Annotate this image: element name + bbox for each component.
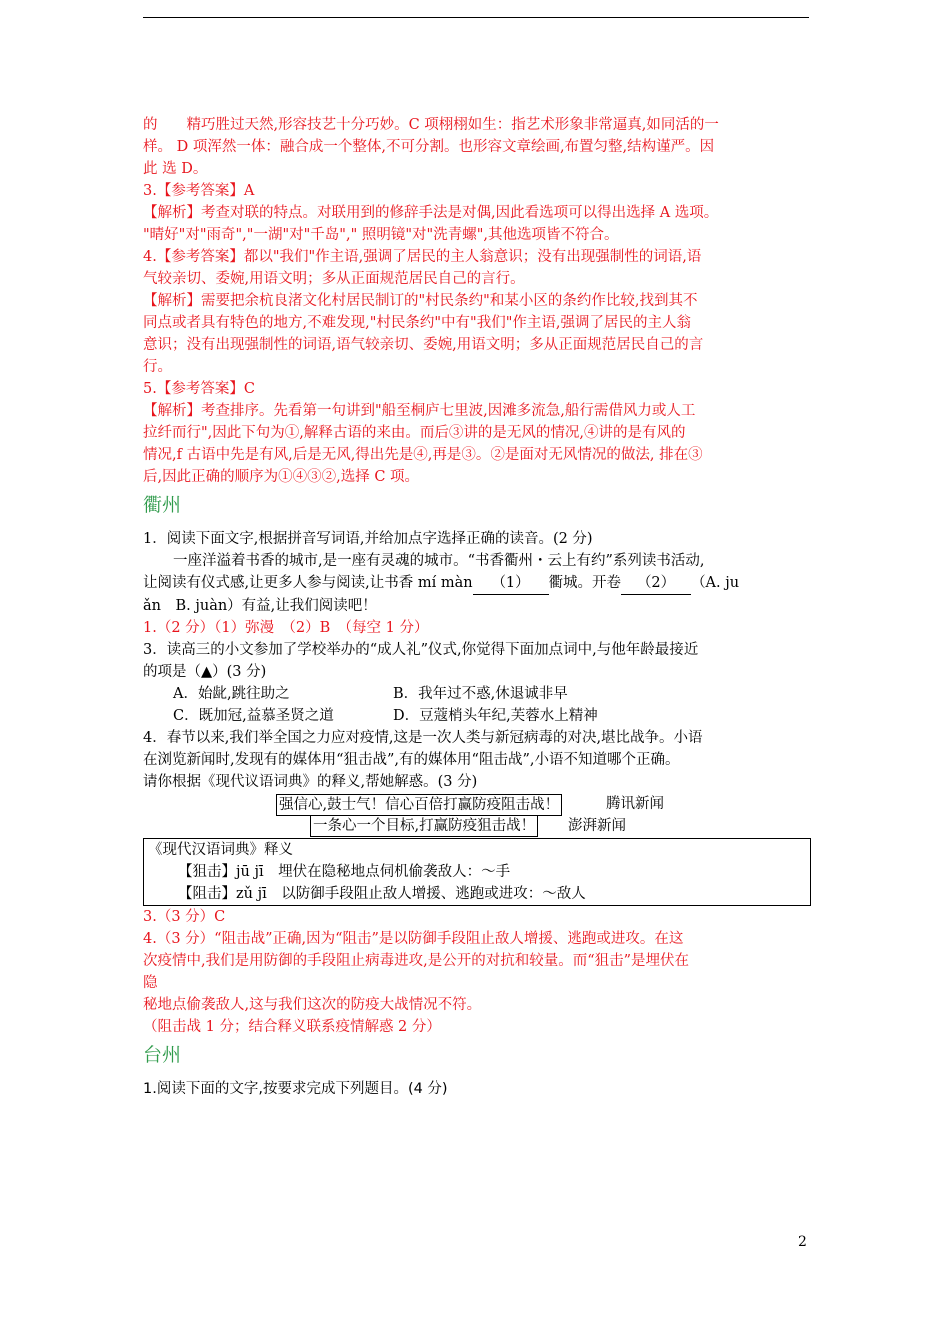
q1-passage-part: 让阅读有仪式感,让更多人参与阅读,让书香 mí màn — [143, 575, 473, 591]
q4-scoring: （阻击战 1 分；结合释义联系疫情解惑 2 分） — [143, 1019, 441, 1035]
q1-passage — [143, 572, 809, 595]
q4-analysis: 行。 — [143, 359, 172, 375]
q4-answer: 4.【参考答案】都以"我们"作主语,强调了居民的主人翁意识；没有出现强制性的词语,语 — [143, 249, 702, 265]
q1-passage: ǎn B. juàn）有益,让我们阅读吧！ — [143, 598, 377, 614]
answer-text: 的 精巧胜过天然,形容技艺十分巧妙。C 项栩栩如生：指艺术形象非常逼真,如同活的一 — [143, 117, 719, 133]
header-rule — [143, 17, 809, 18]
option-d: D．豆蔻梢头年纪,芙蓉水上精神 — [393, 708, 598, 724]
q5-answer: 5.【参考答案】C — [143, 381, 255, 397]
q4-stem: 请你根据《现代议语词典》的释义,帮她解惑。(3 分) — [143, 774, 478, 790]
q4-stem: 4．春节以来,我们举全国之力应对疫情,这是一次人类与新冠病毒的对决,堪比战争。小语 — [143, 730, 703, 746]
option-b: B．我年过不惑,休退诚非早 — [393, 686, 568, 702]
page-number: 2 — [798, 1234, 807, 1250]
blank-2: （2） — [621, 572, 691, 595]
dictionary-entry: 【阻击】zǔ jī 以防御手段阻止敌人增援、逃跑或进攻：～敌人 — [178, 886, 586, 902]
q4-stem: 在浏览新闻时,发现有的媒体用“狙击战”,有的媒体用“阻击战”,小语不知道哪个正确。 — [143, 752, 680, 768]
q1-passage: 一座洋溢着书香的城市,是一座有灵魂的城市。“书香衢州・云上有约”系列读书活动, — [173, 553, 705, 569]
dictionary-entry: 【狙击】jū jī 埋伏在隐秘地点伺机偷袭敌人：～手 — [178, 864, 511, 880]
q1-answer: 1.（2 分）（1）弥漫 （2）B （每空 1 分） — [143, 620, 429, 636]
q3-analysis: "晴好"对"雨奇","一湖"对"千岛"," 照明镜"对"洗青螺",其他选项皆不符合。 — [143, 227, 619, 243]
q5-analysis: 拉纤而行",因此下句为①,解释古语的来由。而后③讲的是无风的情况,④讲的是有风的 — [143, 425, 686, 441]
taizhou-q1-stem: 1.阅读下面的文字,按要求完成下列题目。(4 分) — [143, 1081, 448, 1097]
news-source: 腾讯新闻 — [606, 796, 664, 812]
answer-text: 此 选 D。 — [143, 161, 208, 177]
news-source: 澎湃新闻 — [568, 818, 626, 834]
news-headline-row — [143, 793, 809, 815]
q4-answer: 秘地点偷袭敌人,这与我们这次的防疫大战情况不符。 — [143, 997, 482, 1013]
q5-analysis: 情况,f 古语中先是有风,后是无风,得出先是④,再是③。②是面对无风情况的做法, 排在③ — [143, 447, 703, 463]
q3-options-row — [143, 683, 809, 705]
q3-answer: 3.【参考答案】A — [143, 183, 255, 199]
answer-text: 样。 D 项浑然一体：融合成一个整体,不可分割。也形容文章绘画,布置匀整,结构谨严。因 — [143, 139, 715, 155]
option-a: A．始龀,跳往助之 — [173, 686, 290, 702]
q1-passage-part: 衢城。开卷 — [548, 575, 622, 591]
q1-passage-part: （A. ju — [691, 575, 740, 591]
q4-analysis: 同点或者具有特色的地方,不难发现,"村民条约"中有"我们"作主语,强调了居民的主人翁 — [143, 315, 692, 331]
q5-analysis: 后,因此正确的顺序为①④③②,选择 C 项。 — [143, 469, 420, 485]
section-heading-taizhou: 台州 — [143, 1044, 182, 1066]
q4-analysis: 意识；没有出现强制性的词语,语气较亲切、委婉,用语文明；多从正面规范居民自己的言 — [143, 337, 704, 353]
q3-options-row — [143, 705, 809, 727]
q3-stem: 的项是（▲）(3 分) — [143, 664, 267, 680]
page-content — [143, 114, 809, 1100]
q5-analysis: 【解析】考查排序。先看第一句讲到"船至桐庐七里波,因滩多流急,船行需借风力或人工 — [143, 403, 696, 419]
q4-answer: 隐 — [143, 975, 158, 991]
dictionary-box — [143, 838, 811, 906]
q3-stem: 3．读高三的小文参加了学校举办的“成人礼”仪式,你觉得下面加点词中,与他年龄最接近 — [143, 642, 699, 658]
news-headline-box: 强信心,鼓士气！信心百倍打赢防疫阻击战！ — [276, 794, 562, 816]
dictionary-title: 《现代汉语词典》释义 — [148, 842, 293, 858]
previous-answers — [143, 114, 809, 488]
section-heading-quzhou: 衢州 — [143, 494, 182, 516]
quzhou-answers — [143, 906, 809, 1038]
news-headline-row — [143, 815, 809, 837]
q4-analysis: 【解析】需要把余杭良渚文化村居民制订的"村民条约"和某小区的条约作比较,找到其不 — [143, 293, 698, 309]
q1-stem: 1．阅读下面文字,根据拼音写词语,并给加点字选择正确的读音。(2 分) — [143, 531, 593, 547]
option-c: C．既加冠,益慕圣贤之道 — [173, 708, 334, 724]
q4-answer: 次疫情中,我们是用防御的手段阻止病毒进攻,是公开的对抗和较量。而“狙击”是埋伏在 — [143, 953, 690, 969]
q4-answer: 气较亲切、委婉,用语文明；多从正面规范居民自己的言行。 — [143, 271, 525, 287]
news-headline-box: 一条心一个目标,打赢防疫狙击战！ — [310, 815, 538, 837]
q3-analysis: 【解析】考查对联的特点。对联用到的修辞手法是对偶,因此看选项可以得出选择 A 选项。 — [143, 205, 719, 221]
blank-1: （1） — [473, 572, 549, 595]
quzhou-section — [143, 528, 809, 1038]
q3-answer: 3.（3 分）C — [143, 909, 226, 925]
q4-answer: 4.（3 分）“阻击战”正确,因为“阻击”是以防御手段阻止敌人增援、逃跑或进攻。在这 — [143, 931, 684, 947]
